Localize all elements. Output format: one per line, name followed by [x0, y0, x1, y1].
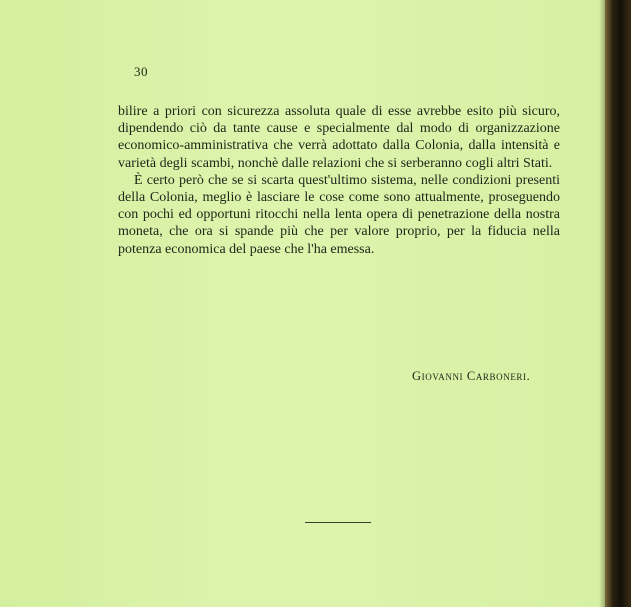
paragraph-1: bilire a priori con sicurezza assoluta quale di esse avrebbe esito più sicuro, dipendendo ciò da tante cause e specialmente dal modo di organizzazione economico-amministrativa che verrà adottato dalla Colonia, dalla intensità e varietà degli scambi, nonchè dalle relazioni che si serberanno cogli altri Stati.	[118, 104, 560, 171]
paragraph-2: È certo però che se si scarta quest'ultimo sistema, nelle condizioni presenti della Colonia, meglio è lasciare le cose come sono attualmente, proseguendo con pochi ed opportuni ritocchi nella lenta opera di penetrazione della nostra moneta, che ora si spande più che per valore proprio, per la fiducia nella potenza economica del paese che l'ha emessa.	[118, 172, 560, 257]
body-text	[118, 103, 560, 258]
author-signature: Giovanni Carboneri.	[412, 369, 531, 383]
page-number: 30	[134, 64, 148, 79]
section-divider	[305, 522, 371, 523]
book-binding	[605, 0, 631, 607]
